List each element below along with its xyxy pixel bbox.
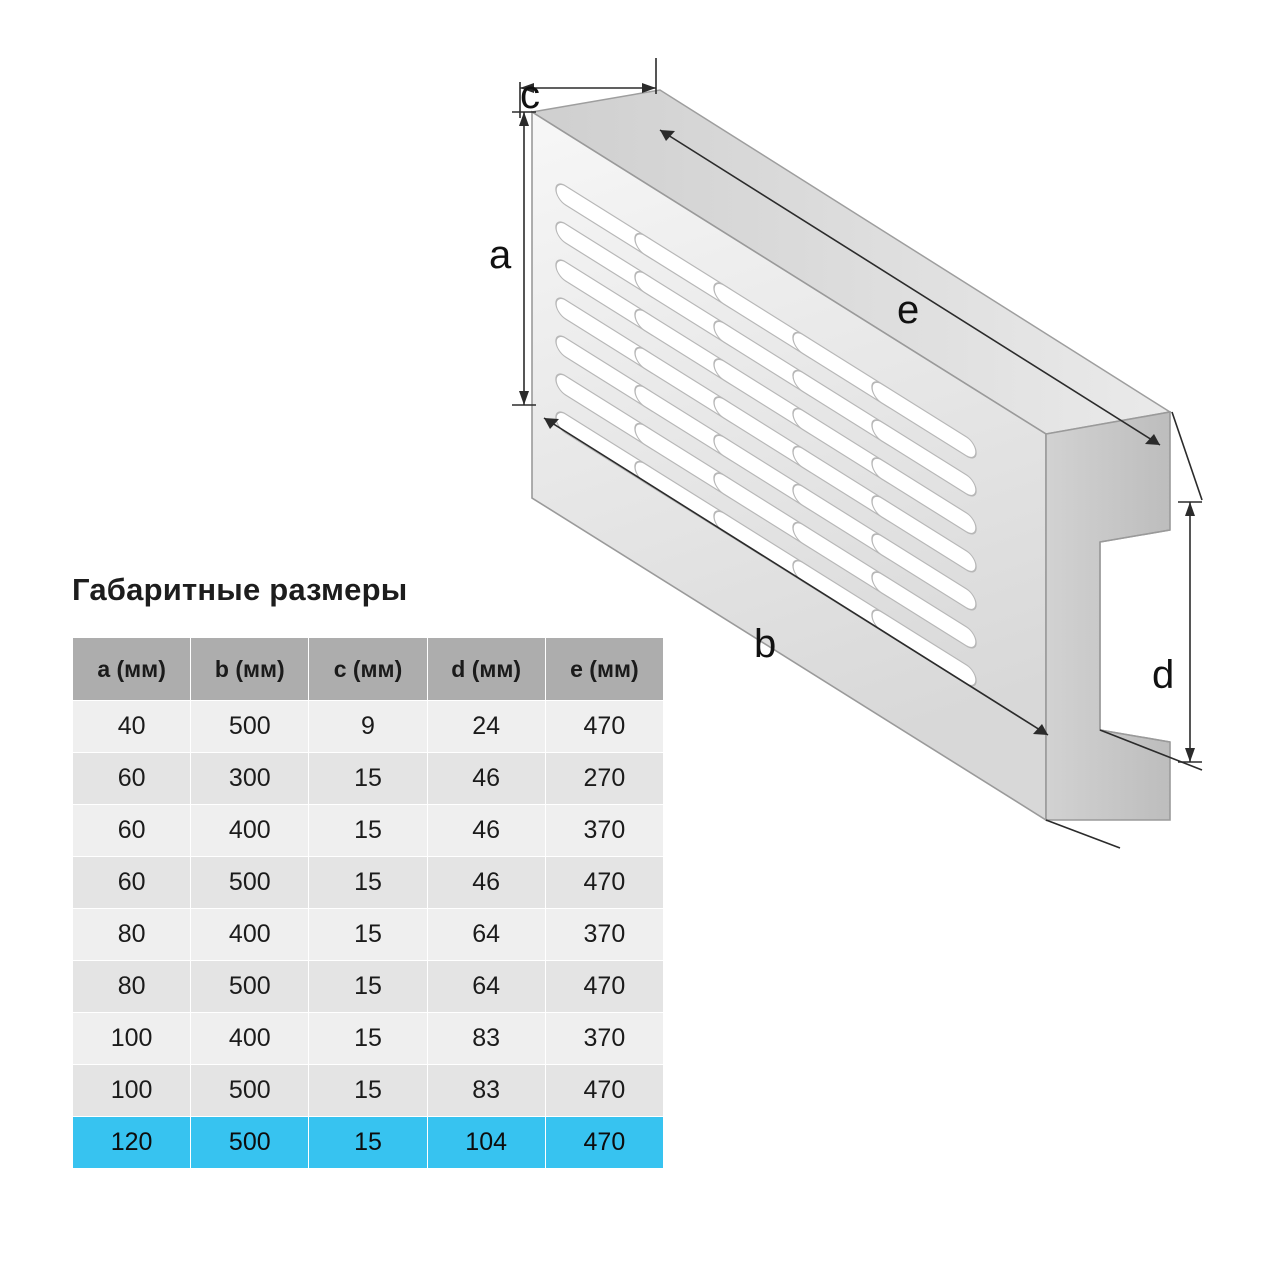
cell-d: 46	[427, 857, 545, 909]
dimension-label-c: c	[520, 73, 540, 117]
cell-b: 300	[191, 753, 309, 805]
cell-b: 500	[191, 1117, 309, 1169]
column-header-d: d (мм)	[427, 638, 545, 701]
dimension-label-b: b	[754, 622, 777, 666]
dimension-label-d: d	[1152, 653, 1175, 697]
dimension-label-e: e	[897, 288, 920, 332]
cell-c: 15	[309, 961, 427, 1013]
table-header-row	[73, 638, 664, 701]
cell-c: 15	[309, 857, 427, 909]
cell-d: 83	[427, 1013, 545, 1065]
cell-b: 500	[191, 701, 309, 753]
table-row	[73, 1065, 664, 1117]
dimensions-table-block	[72, 572, 672, 1169]
column-header-c: c (мм)	[309, 638, 427, 701]
cell-b: 400	[191, 1013, 309, 1065]
cell-d: 64	[427, 961, 545, 1013]
column-header-e: e (мм)	[545, 638, 663, 701]
table-row	[73, 961, 664, 1013]
cell-a: 60	[73, 805, 191, 857]
cell-a: 40	[73, 701, 191, 753]
cell-b: 400	[191, 805, 309, 857]
table-row	[73, 1013, 664, 1065]
cell-e: 470	[545, 961, 663, 1013]
cell-e: 470	[545, 701, 663, 753]
cell-d: 83	[427, 1065, 545, 1117]
table-row	[73, 701, 664, 753]
cell-c: 15	[309, 753, 427, 805]
cell-b: 500	[191, 1065, 309, 1117]
cell-d: 46	[427, 753, 545, 805]
cell-a: 100	[73, 1013, 191, 1065]
cell-a: 60	[73, 857, 191, 909]
table-row-selected	[73, 1117, 664, 1169]
cell-e: 370	[545, 1013, 663, 1065]
cell-e: 470	[545, 857, 663, 909]
cell-a: 100	[73, 1065, 191, 1117]
cell-d: 64	[427, 909, 545, 961]
table-row	[73, 753, 664, 805]
table-title: Габаритные размеры	[72, 572, 408, 607]
cell-d: 24	[427, 701, 545, 753]
cell-a: 120	[73, 1117, 191, 1169]
cell-e: 270	[545, 753, 663, 805]
cell-c: 15	[309, 1117, 427, 1169]
cell-d: 46	[427, 805, 545, 857]
cell-b: 500	[191, 961, 309, 1013]
cell-b: 500	[191, 857, 309, 909]
table-row	[73, 805, 664, 857]
dimensions-table	[72, 637, 664, 1169]
table-row	[73, 909, 664, 961]
cell-a: 60	[73, 753, 191, 805]
cell-e: 470	[545, 1065, 663, 1117]
cell-c: 15	[309, 909, 427, 961]
cell-e: 370	[545, 909, 663, 961]
column-header-a: a (мм)	[73, 638, 191, 701]
cell-a: 80	[73, 909, 191, 961]
cell-d: 104	[427, 1117, 545, 1169]
cell-b: 400	[191, 909, 309, 961]
column-header-b: b (мм)	[191, 638, 309, 701]
cell-c: 15	[309, 1013, 427, 1065]
cell-a: 80	[73, 961, 191, 1013]
cell-e: 470	[545, 1117, 663, 1169]
dimension-label-a: a	[489, 233, 512, 277]
cell-c: 9	[309, 701, 427, 753]
table-row	[73, 857, 664, 909]
cell-e: 370	[545, 805, 663, 857]
cell-c: 15	[309, 805, 427, 857]
cell-c: 15	[309, 1065, 427, 1117]
